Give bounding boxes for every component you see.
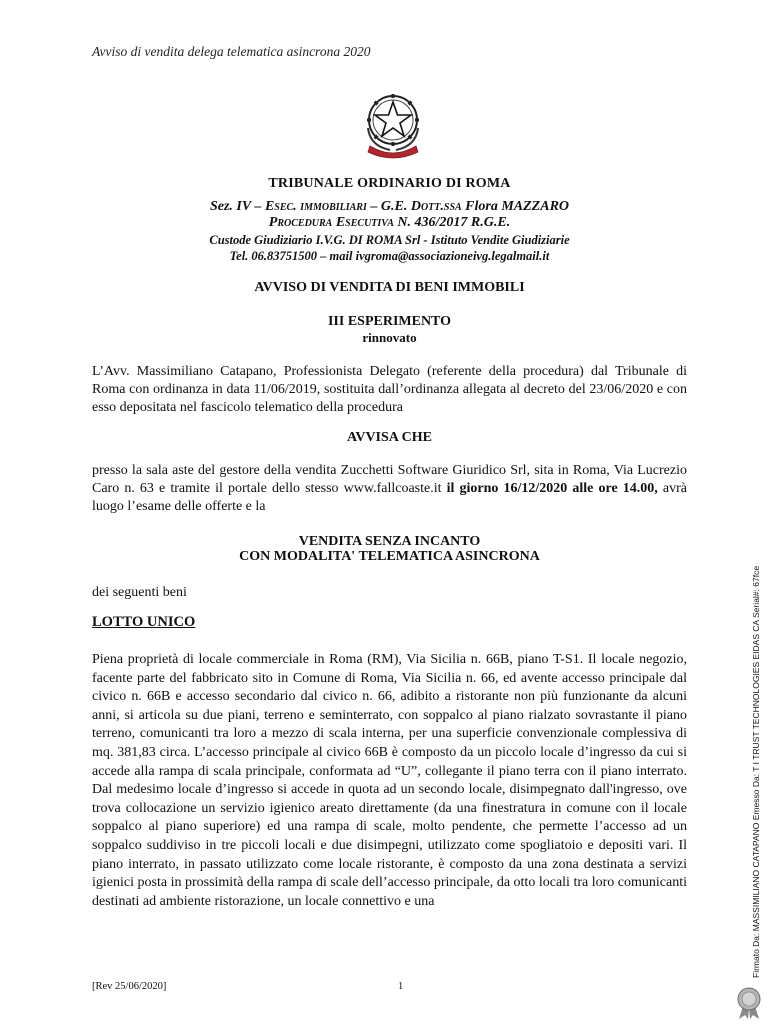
- custodian-line: Custode Giudiziario I.V.G. DI ROMA Srl - Istituto Vendite Giudiziarie: [209, 233, 570, 247]
- digital-signature-text: Firmato Da: MASSIMILIANO CATAPANO Emesso Da: T I TRUST TECHNOLOGIES EIDAS CA Serial#: 67fce: [751, 565, 761, 978]
- venue-paragraph: presso la sala aste del gestore della vendita Zucchetti Software Giuridico Srl, sita in Roma, Via Lucrezio Caro n. 63 e tramite il portale dello stesso www.fallcoaste.it il giorno 16/12/2020 alle ore 14.00, avrà luogo l’esame delle offerte e la: [92, 463, 687, 514]
- procedure-line: Procedura Esecutiva N. 436/2017 R.G.E.: [268, 215, 511, 230]
- page-number: 1: [398, 981, 404, 992]
- sale-type-line1: VENDITA SENZA INCANTO: [298, 534, 481, 549]
- lot-description: Piena proprietà di locale commerciale in Roma (RM), Via Sicilia n. 66B, piano T-S1. Il locale negozio, facente parte del fabbricato sito in Comune di Roma, Via Sicilia n. 66, ed avente accesso principale dal civico n. 66B e accesso secondario dal civico n. 66, adibito a ristorante non più funzionante da alcuni anni, si articola su due piani, terreno e seminterrato, con soppalco al piano rialzato sovrastante il piano terreno, comunicanti tra loro a mezzo di scala interna, per una superficie convenzionale complessiva di mq. 381,83 circa. L’accesso principale al civico 66B è composto da un piccolo locale d’ingresso da cui si accede alla rampa di scala principale, conformata ad “U”, collegante il piano terra con il piano interrato. Dal medesimo locale d’ingresso si accede in quota ad un secondo locale, disimpegnato dall'ingresso, ove trova collocazione un servizio igienico areato direttamente (da una finestratura in comune con il locale soppalco al piano superiore) ed una rampa di scale, molto pendente, che permette l’accesso ad un soppalco suddiviso in tre piccoli locali e due disimpegni, utilizzato come spogliatoio e depositi vari. Il piano interrato, in passato utilizzato come locale ristorante, è composto da una zona destinata a servizi igienici posta in prossimità della rampa di scale dell’accesso principale, da otto locali tra loro comunicanti destinati ad ambiente ristorazione, un locale connettivo e una: [92, 652, 687, 909]
- lot-title: LOTTO UNICO: [92, 614, 196, 630]
- goods-line: dei seguenti beni: [92, 585, 187, 600]
- experiment-label: III ESPERIMENTO: [327, 314, 452, 329]
- renewed-label: rinnovato: [362, 330, 417, 345]
- auction-date: il giorno 16/12/2020 alle ore 14.00,: [446, 481, 658, 496]
- court-name: TRIBUNALE ORDINARIO DI ROMA: [268, 176, 511, 191]
- signature-seal-icon: [734, 986, 764, 1020]
- italian-republic-emblem-icon: [356, 88, 430, 162]
- avvisa-heading: AVVISA CHE: [347, 430, 432, 445]
- contacts-line: Tel. 06.83751500 – mail ivgroma@associazioneivg.legalmail.it: [229, 249, 550, 263]
- notice-title: AVVISO DI VENDITA DI BENI IMMOBILI: [254, 280, 525, 295]
- section-line: Sez. IV – Esec. immobiliari – G.E. Dott.ssa Flora MAZZARO: [209, 199, 570, 214]
- intro-paragraph: L’Avv. Massimiliano Catapano, Professionista Delegato (referente della procedura) dal Tribunale di Roma con ordinanza in data 11/06/2019, sostituita dall’ordinanza allegata al decreto del 23/06/2020 e con esso depositata nel fascicolo telematico della procedura: [92, 364, 687, 415]
- running-title: Avviso di vendita delega telematica asincrona 2020: [92, 44, 371, 59]
- revision-label: [Rev 25/06/2020]: [92, 981, 167, 992]
- sale-type-line2: CON MODALITA' TELEMATICA ASINCRONA: [239, 549, 540, 564]
